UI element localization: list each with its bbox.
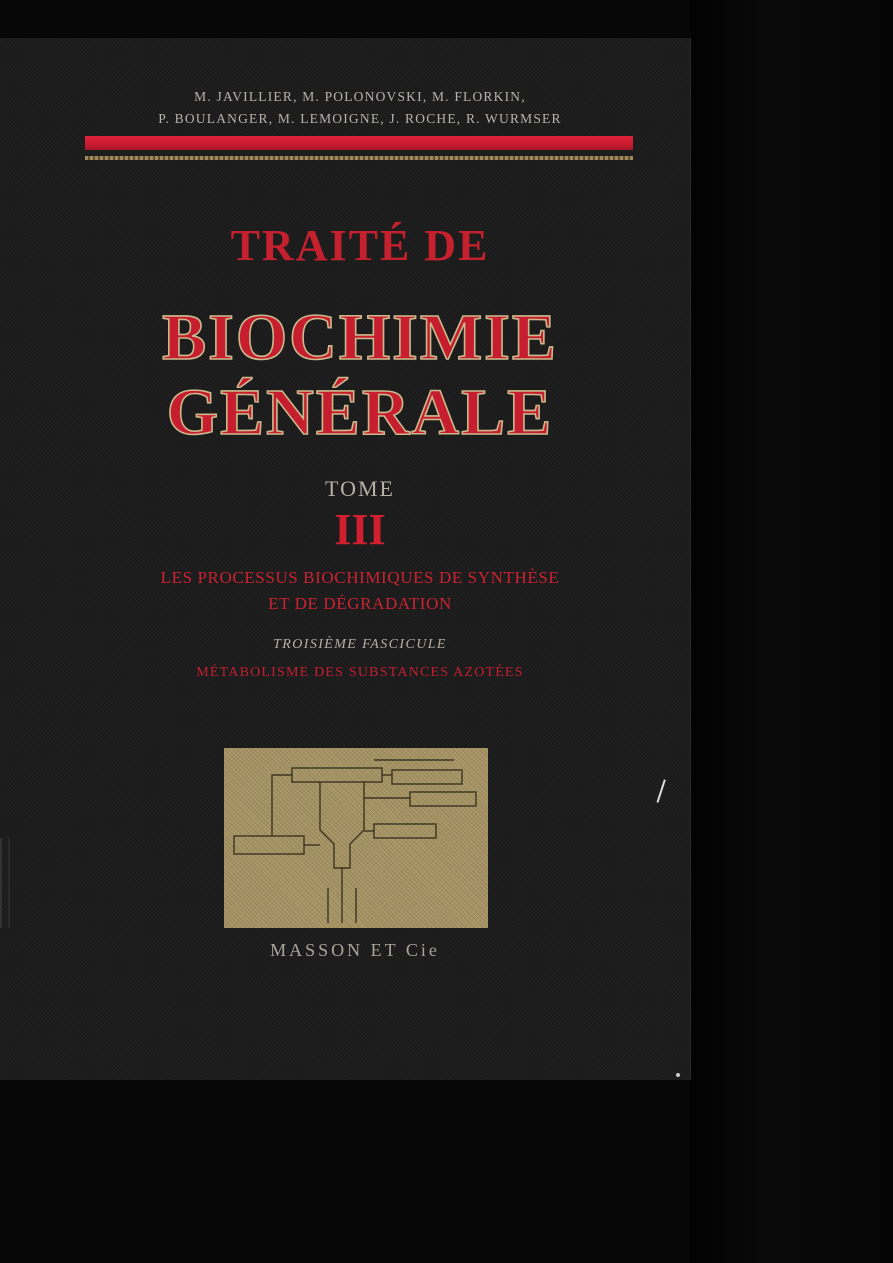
- authors-line-1: M. JAVILLIER, M. POLONOVSKI, M. FLORKIN,: [194, 89, 526, 104]
- dust-speck: [676, 1073, 680, 1077]
- subtitle-line-2: ET DE DÉGRADATION: [268, 594, 452, 613]
- subtitle-line-1: LES PROCESSUS BIOCHIMIQUES DE SYNTHÈSE: [160, 568, 560, 587]
- gold-decorative-rule: [85, 156, 633, 160]
- section-title: MÉTABOLISME DES SUBSTANCES AZOTÉES: [196, 665, 524, 680]
- title-line-3: GÉNÉRALE: [166, 376, 554, 449]
- tome-label: TOME: [325, 476, 395, 501]
- gold-emblem-diagram: [224, 748, 488, 928]
- red-decorative-band: [85, 136, 633, 150]
- cover-binding-edge: [0, 838, 10, 928]
- tome-number: III: [334, 505, 386, 554]
- publisher-name: MASSON ET Cie: [270, 940, 440, 960]
- title-line-2: BIOCHIMIE: [162, 301, 558, 374]
- title-line-1: TRAITÉ DE: [230, 221, 490, 270]
- background-shadow: [690, 0, 893, 1263]
- fascicule-label: TROISIÈME FASCICULE: [273, 637, 447, 652]
- authors-line-2: P. BOULANGER, M. LEMOIGNE, J. ROCHE, R. WURMSER: [158, 111, 562, 126]
- emblem-diagram-lines: [224, 748, 488, 928]
